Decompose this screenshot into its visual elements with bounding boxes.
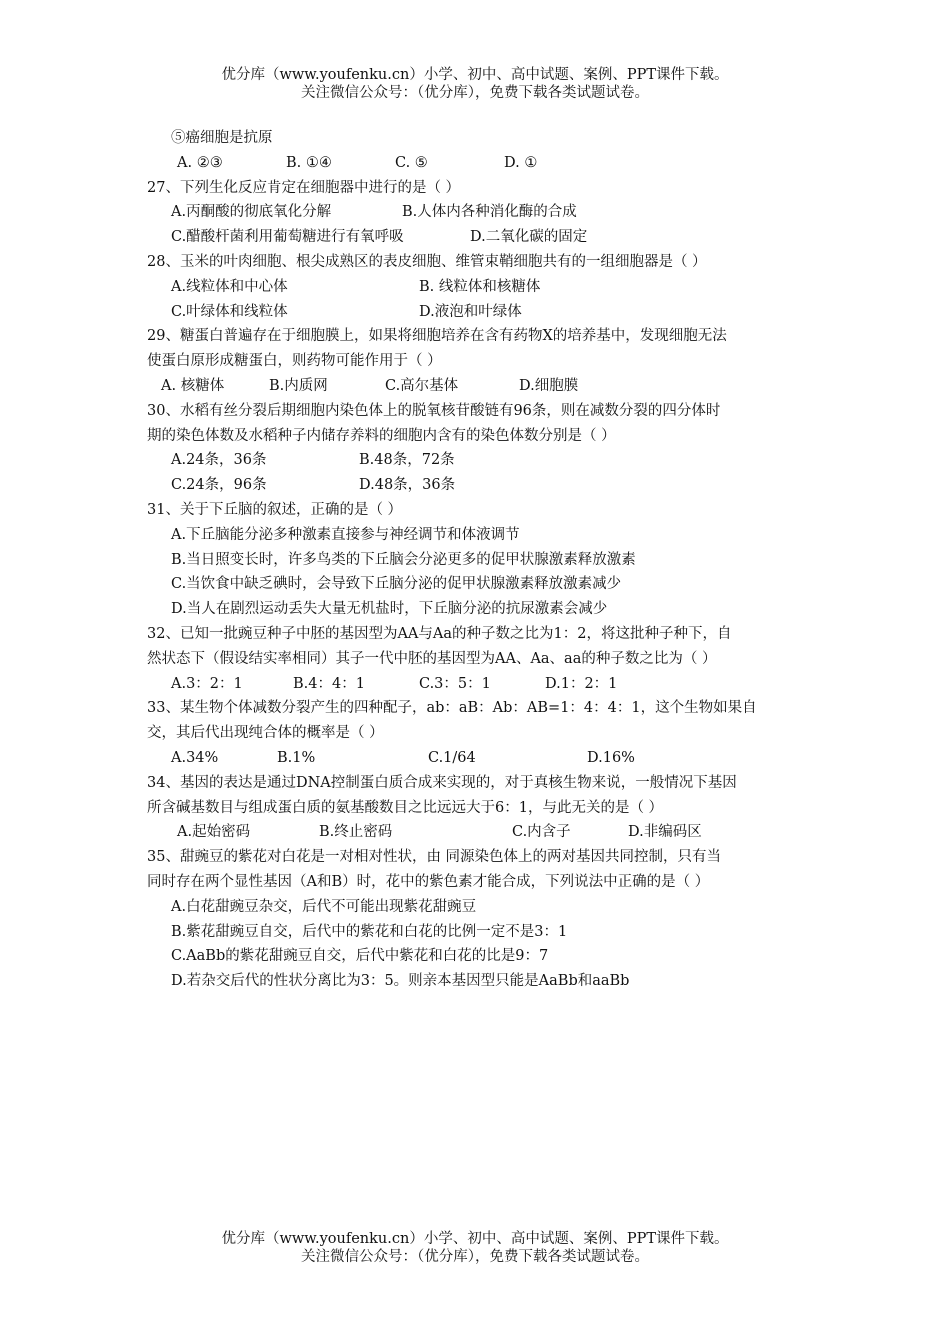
q35-option-d: D.若杂交后代的性状分离比为3：5。则亲本基因型只能是AaBb和aaBb	[171, 973, 630, 990]
q30-option-b: B.48条，72条	[359, 452, 455, 469]
q31-option-c: C.当饮食中缺乏碘时，会导致下丘脑分泌的促甲状腺激素释放激素减少	[171, 576, 622, 593]
q33-options	[147, 746, 827, 771]
header-line-2: 关注微信公众号：（优分库），免费下载各类试题试卷。	[301, 85, 649, 101]
q30-option-d: D.48条，36条	[359, 477, 456, 494]
q27-option-d: D.二氧化碳的固定	[470, 229, 588, 246]
q26-item-5: ⑤癌细胞是抗原	[171, 130, 273, 146]
q28-option-c: C.叶绿体和线粒体	[171, 303, 288, 320]
q32-option-c: C.3：5：1	[419, 675, 491, 692]
q33-option-c: C.1/64	[428, 749, 476, 766]
q28-options-row-2	[147, 300, 827, 325]
q33-option-d: D.16%	[587, 749, 635, 766]
q35-option-a: A.白花甜豌豆杂交，后代不可能出现紫花甜豌豆	[171, 898, 477, 915]
q33-stem-line-1: 33、某生物个体减数分裂产生的四种配子，ab：aB：Ab：AB=1：4：4：1，这个生物如果自	[147, 700, 757, 717]
q34-option-a: A.起始密码	[177, 824, 251, 841]
q29-options	[147, 374, 827, 399]
q32-option-b: B.4：4：1	[293, 675, 365, 692]
q30-options-row-2	[147, 473, 827, 498]
q29-option-b: B.内质网	[269, 377, 328, 394]
page-footer	[0, 1230, 950, 1266]
q27-options-row-2	[147, 225, 827, 250]
q32-stem-line-1: 32、已知一批豌豆种子中胚的基因型为AA与Aa的种子数之比为1：2，将这批种子种下，自	[147, 625, 732, 642]
question-list	[147, 126, 827, 994]
q32-option-a: A.3：2：1	[171, 675, 243, 692]
q28-option-d: D.液泡和叶绿体	[419, 303, 522, 320]
q33-option-b: B.1%	[277, 749, 316, 766]
header-line-1: 优分库（www.youfenku.cn）小学、初中、高中试题、案例、PPT课件下载。	[221, 67, 729, 83]
q33-option-a: A.34%	[171, 749, 219, 766]
q26-options	[147, 151, 827, 176]
q29-stem-line-1: 29、糖蛋白普遍存在于细胞膜上，如果将细胞培养在含有药物X的培养基中，发现细胞无法	[147, 328, 727, 345]
q34-option-b: B.终止密码	[319, 824, 393, 841]
q34-option-d: D.非编码区	[628, 824, 702, 841]
q26-option-d: D. ①	[504, 154, 538, 171]
q35-stem-line-2: 同时存在两个显性基因（A和B）时，花中的紫色素才能合成，下列说法中正确的是（ ）	[147, 873, 710, 890]
footer-line-2: 关注微信公众号：（优分库），免费下载各类试题试卷。	[301, 1249, 649, 1265]
q34-stem-line-2: 所含碱基数目与组成蛋白质的氨基酸数目之比远远大于6：1，与此无关的是（ ）	[147, 799, 664, 816]
q31-option-b: B.当日照变长时，许多鸟类的下丘脑会分泌更多的促甲状腺激素释放激素	[171, 551, 636, 568]
q29-option-a: A. 核糖体	[161, 377, 225, 394]
q28-option-b: B. 线粒体和核糖体	[419, 278, 541, 295]
q34-options	[147, 820, 827, 845]
q30-stem-line-1: 30、水稻有丝分裂后期细胞内染色体上的脱氧核苷酸链有96条，则在减数分裂的四分体时	[147, 402, 721, 419]
q34-stem-line-1: 34、基因的表达是通过DNA控制蛋白质合成来实现的，对于真核生物来说，一般情况下基因	[147, 774, 737, 791]
q32-options	[147, 672, 827, 697]
q26-option-b: B. ①④	[286, 154, 332, 171]
q29-stem-line-2: 使蛋白原形成糖蛋白，则药物可能作用于（ ）	[147, 353, 442, 370]
q35-option-b: B.紫花甜豌豆自交，后代中的紫花和白花的比例一定不是3：1	[171, 923, 568, 940]
q31-stem: 31、关于下丘脑的叙述，正确的是（ ）	[147, 501, 403, 518]
q26-option-c: C. ⑤	[395, 154, 428, 171]
page-header	[0, 66, 950, 102]
q26-option-a: A. ②③	[177, 154, 223, 171]
q28-stem: 28、玉米的叶肉细胞、根尖成熟区的表皮细胞、维管束鞘细胞共有的一组细胞器是（ ）	[147, 253, 707, 270]
q29-option-c: C.高尔基体	[385, 377, 459, 394]
q27-stem: 27、下列生化反应肯定在细胞器中进行的是（ ）	[147, 179, 461, 196]
q34-option-c: C.内含子	[512, 824, 571, 841]
footer-line-1: 优分库（www.youfenku.cn）小学、初中、高中试题、案例、PPT课件下载。	[221, 1231, 729, 1247]
q27-option-c: C.醋酸杆菌利用葡萄糖进行有氧呼吸	[171, 229, 404, 246]
q27-options-row-1	[147, 200, 827, 225]
q35-option-c: C.AaBb的紫花甜豌豆自交，后代中紫花和白花的比是9：7	[171, 948, 549, 965]
q32-option-d: D.1：2：1	[545, 675, 618, 692]
q31-option-d: D.当人在剧烈运动丢失大量无机盐时，下丘脑分泌的抗尿激素会减少	[171, 601, 608, 618]
q28-option-a: A.线粒体和中心体	[171, 278, 288, 295]
q30-option-c: C.24条，96条	[171, 477, 267, 494]
q30-options-row-1	[147, 448, 827, 473]
q28-options-row-1	[147, 275, 827, 300]
q31-option-a: A.下丘脑能分泌多种激素直接参与神经调节和体液调节	[171, 526, 520, 543]
q32-stem-line-2: 然状态下（假设结实率相同）其子一代中胚的基因型为AA、Aa、aa的种子数之比为（ ）	[147, 650, 717, 667]
q29-option-d: D.细胞膜	[519, 377, 579, 394]
q30-option-a: A.24条，36条	[171, 452, 267, 469]
q27-option-a: A.丙酮酸的彻底氧化分解	[171, 204, 332, 221]
q35-stem-line-1: 35、甜豌豆的紫花对白花是一对相对性状，由 同源染色体上的两对基因共同控制，只有当	[147, 849, 722, 866]
q27-option-b: B.人体内各种消化酶的合成	[402, 204, 577, 221]
q33-stem-line-2: 交，其后代出现纯合体的概率是（ ）	[147, 725, 384, 742]
q30-stem-line-2: 期的染色体数及水稻种子内储存养料的细胞内含有的染色体数分别是（ ）	[147, 427, 616, 444]
